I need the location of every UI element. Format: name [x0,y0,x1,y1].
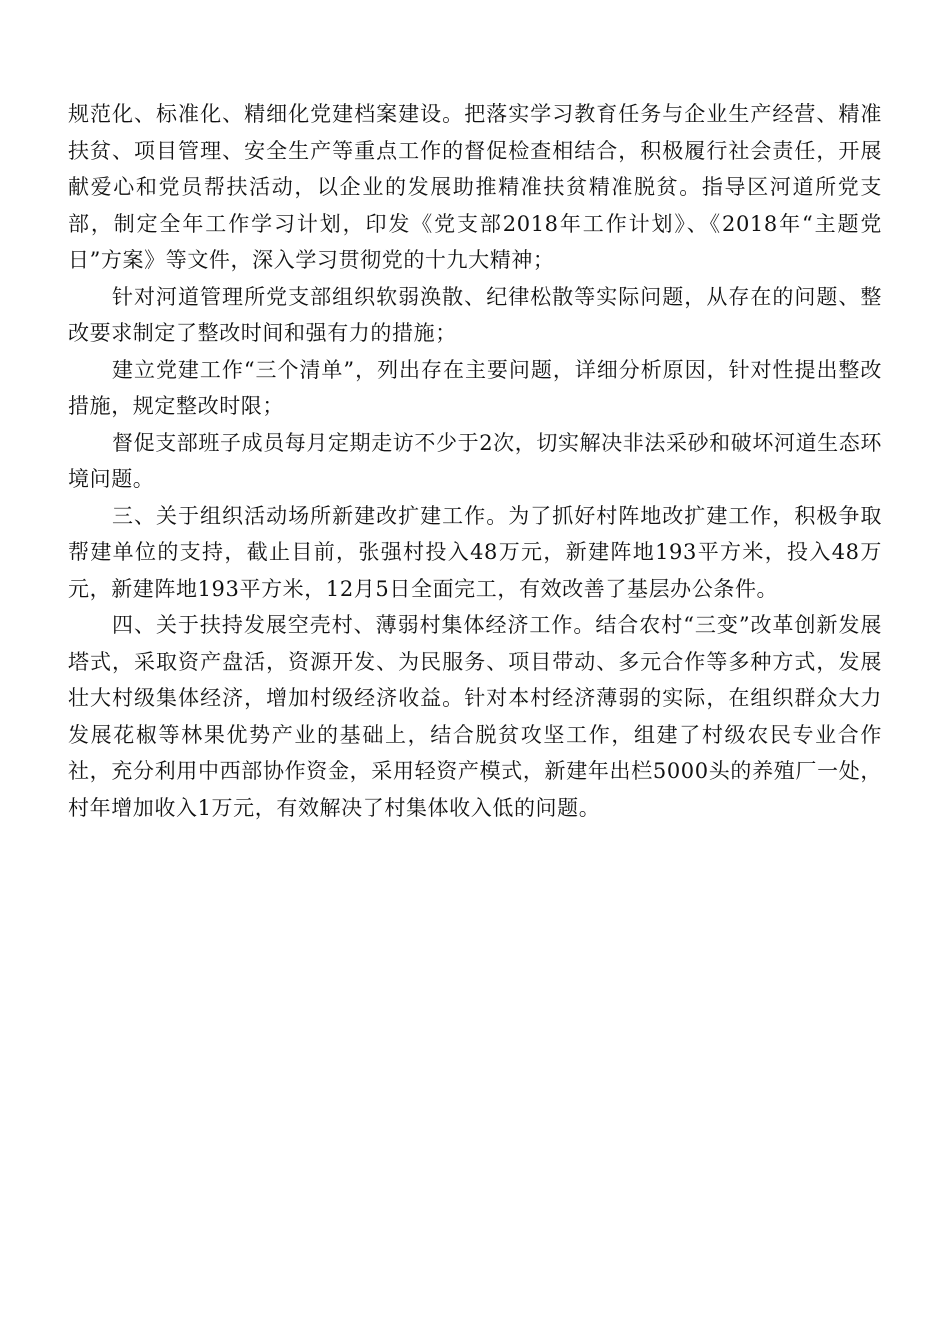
document-body [68,96,882,826]
paragraph-collective-economy: 四、关于扶持发展空壳村、薄弱村集体经济工作。结合农村“三变”改革创新发展塔式，采取资产盘活，资源开发、为民服务、项目带动、多元合作等多种方式，发展壮大村级集体经济，增加村级经济收益。针对本村经济薄弱的实际，在组织群众大力发展花椒等林果优势产业的基础上，结合脱贫攻坚工作，组建了村级农民专业合作社，充分利用中西部协作资金，采用轻资产模式，新建年出栏5000头的养殖厂一处，村年增加收入1万元，有效解决了村集体收入低的问题。 [68,613,882,820]
paragraph-three-lists: 建立党建工作“三个清单”，列出存在主要问题，详细分析原因，针对性提出整改措施，规定整改时限； [68,357,882,418]
paragraph-party-building-archives: 规范化、标准化、精细化党建档案建设。把落实学习教育任务与企业生产经营、精准扶贫、项目管理、安全生产等重点工作的督促检查相结合，积极履行社会责任，开展献爱心和党员帮扶活动，以企业的发展助推精准扶贫精准脱贫。指导区河道所党支部，制定全年工作学习计划，印发《党支部2018年工作计划》、《2018年“主题党日”方案》等文件，深入学习贯彻党的十九大精神； [68,102,882,272]
paragraph-activity-venue-construction: 三、关于组织活动场所新建改扩建工作。为了抓好村阵地改扩建工作，积极争取帮建单位的支持，截止目前，张强村投入48万元，新建阵地193平方米，投入48万元，新建阵地193平方米，12月5日全面完工，有效改善了基层办公条件。 [68,503,882,601]
paragraph-monthly-visits: 督促支部班子成员每月定期走访不少于2次，切实解决非法采砂和破坏河道生态环境问题。 [68,430,882,491]
paragraph-river-management-rectification: 针对河道管理所党支部组织软弱涣散、纪律松散等实际问题，从存在的问题、整改要求制定了整改时间和强有力的措施； [68,284,882,345]
